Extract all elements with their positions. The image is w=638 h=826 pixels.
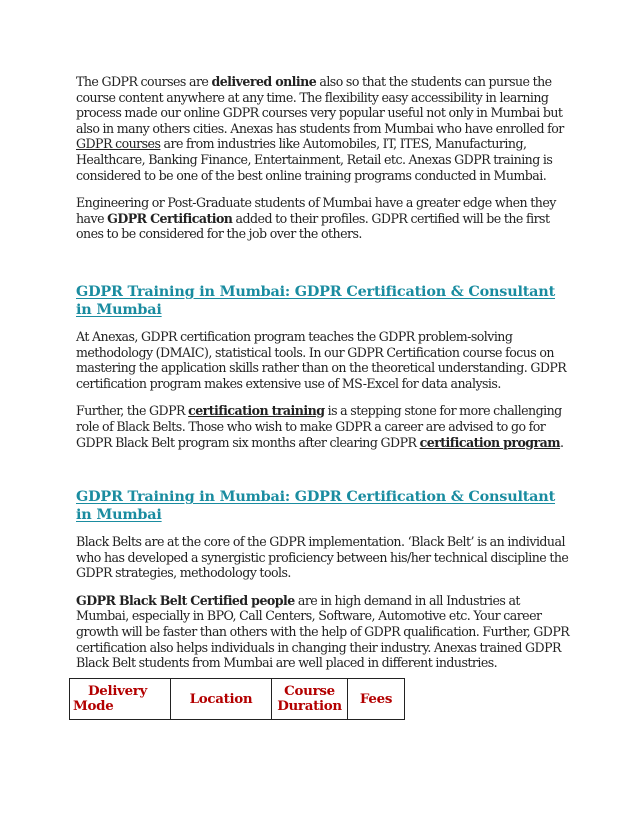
header-location: Location: [171, 679, 272, 720]
course-info-table: [69, 678, 405, 720]
link-gdpr-courses[interactable]: GDPR courses: [76, 136, 161, 152]
table-header-row: [70, 679, 405, 720]
bold-black-belt-certified: GDPR Black Belt Certified people: [76, 592, 295, 608]
paragraph-black-belts: Black Belts are at the core of the GDPR implementation. ‘Black Belt’ is an individual who has developed a synergistic proficiency between his/her technical discipline the GDPR strategies, methodology tools.: [76, 534, 569, 581]
header-text: Mode: [73, 698, 114, 714]
link-certification-program[interactable]: certification program: [419, 434, 561, 450]
section-heading-2[interactable]: GDPR Training in Mumbai: GDPR Certification & Consultant in Mumbai: [76, 488, 556, 524]
bold-delivered-online: delivered online: [211, 74, 317, 89]
paragraph-certification-training: [76, 403, 570, 450]
header-fees: Fees: [348, 679, 405, 720]
text-run: added to their profiles. GDPR certified will be the first ones to be considered for the job over the others.: [76, 210, 550, 242]
paragraph-black-belt-certified: [76, 593, 570, 671]
text-run: are from industries like Automobiles, IT, ITES, Manufacturing, Healthcare, Banking Finance, Entertainment, Retail etc. Anexas GDPR training is considered to be one of the best online training programs conducted in Mumbai.: [76, 136, 553, 183]
paragraph-delivery-online: [76, 74, 570, 183]
bold-gdpr-certification: GDPR Certification: [107, 210, 233, 226]
header-course-duration: [272, 679, 348, 720]
header-text: Duration: [277, 698, 342, 714]
text-run: .: [560, 434, 564, 450]
header-text: Delivery: [88, 683, 148, 699]
header-text: Course: [284, 683, 335, 699]
text-run: Further, the GDPR: [76, 403, 189, 419]
text-run: Engineering or Post-Graduate students of Mumbai have a greater edge when they have: [76, 195, 556, 226]
document-body: [76, 74, 570, 671]
text-run: The GDPR courses are: [76, 74, 212, 89]
text-run: is a stepping stone for more challenging role of Black Belts. Those who wish to make GDPR a career are advised to go for GDPR Black Belt program six months after clearing GDPR: [76, 403, 562, 450]
text-run: also so that the students can pursue the course content anywhere at any time. The flexibility easy accessibility in learning process made our online GDPR courses very popular useful not only in Mumbai but also in many others cities. Anexas has students from Mumbai who have enrolled for: [76, 74, 564, 136]
header-delivery-mode: [70, 679, 171, 720]
paragraph-certification-program: At Anexas, GDPR certification program teaches the GDPR problem-solving methodology (DMAIC), statistical tools. In our GDPR Certification course focus on mastering the application skills rather than on the theoretical understanding. GDPR certification program makes extensive use of MS-Excel for data analysis.: [76, 328, 567, 391]
link-certification-training[interactable]: certification training: [188, 403, 325, 419]
text-run: are in high demand in all Industries at Mumbai, especially in BPO, Call Centers, Software, Automotive etc. Your career growth will be faster than others with the help of GDPR qualification. Further, GDPR certification also helps individuals in changing their industry. Anexas trained GDPR Black Belt students from Mumbai are well placed in different industries.: [76, 592, 570, 671]
section-heading-1[interactable]: GDPR Training in Mumbai: GDPR Certification & Consultant in Mumbai: [76, 282, 556, 318]
paragraph-engineering-students: [76, 195, 570, 242]
